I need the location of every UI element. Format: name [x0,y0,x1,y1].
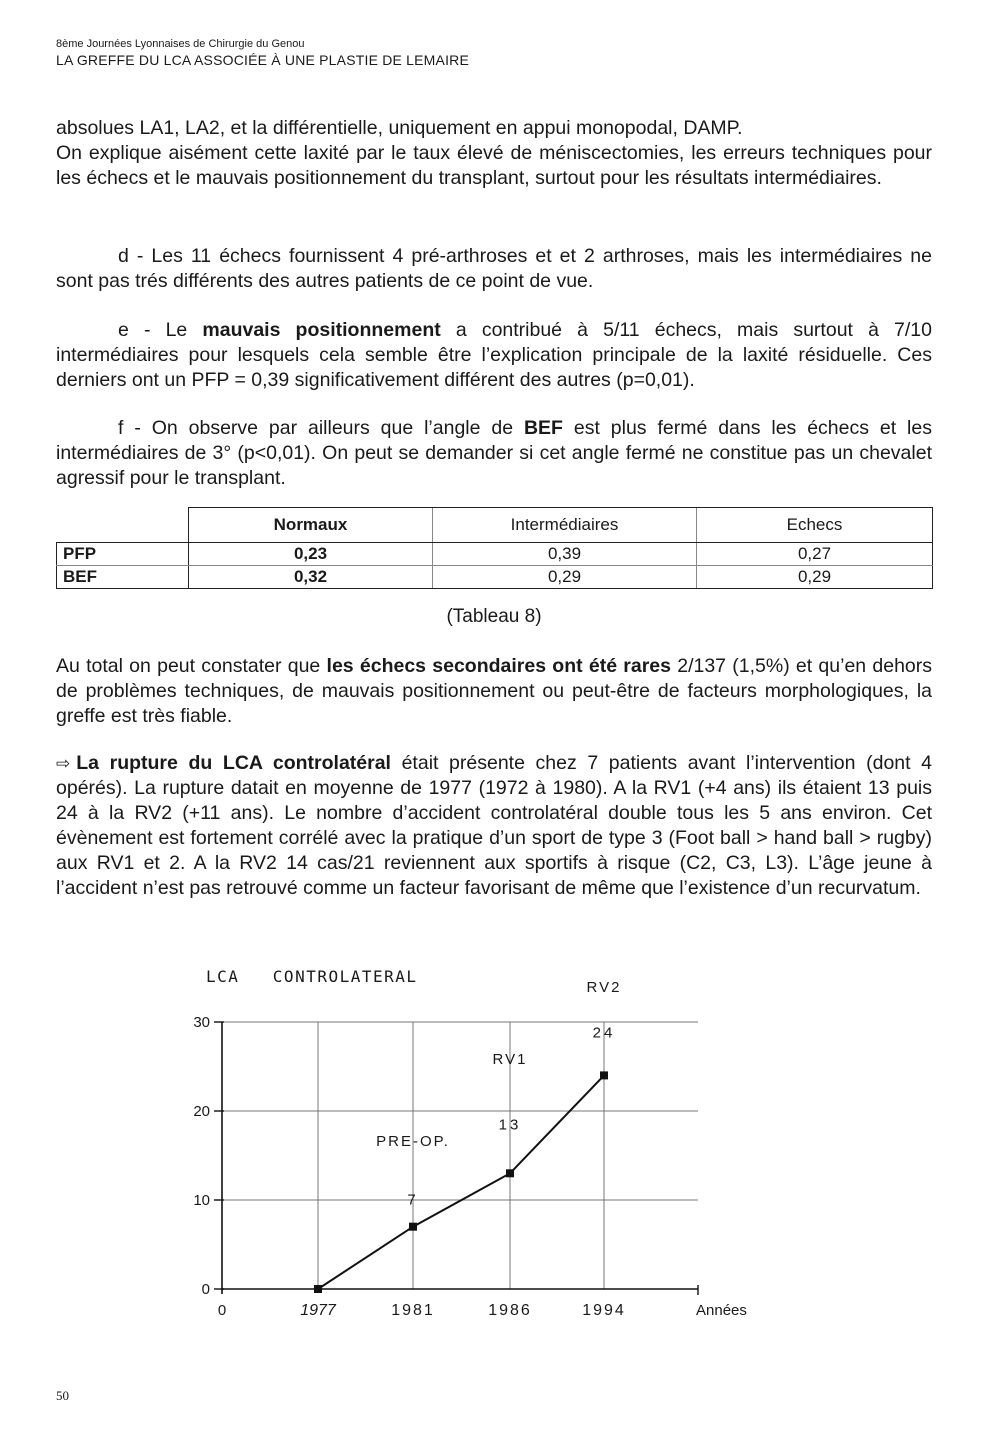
table-cell: 0,29 [433,566,697,589]
table-caption: (Tableau 8) [446,606,542,627]
x-origin-label: 0 [217,1302,227,1319]
data-label: 24 [592,1024,616,1042]
header-title: LA GREFFE DU LCA ASSOCIÉE À UNE PLASTIE DE LEMAIRE [56,52,470,68]
chart-gridlines-horizontal [222,1022,698,1200]
table-header-normaux: Normaux [189,508,433,543]
x-tick-label: 1986 [488,1302,532,1319]
table-corner [57,508,189,543]
table-row [57,566,933,589]
paragraph-f-pre: f - On observe par ailleurs que l’angle de [118,417,524,439]
paragraph-laxity [56,116,932,191]
paragraph-total-bold: les échecs secondaires ont été rares [326,655,671,677]
paragraph-total [56,654,932,729]
series-line [318,1075,604,1289]
paragraph-rupture [56,751,932,901]
paragraph-f-bold: BEF [523,417,563,439]
y-tick-label: 0 [201,1281,210,1298]
chart-axes [222,1022,698,1295]
data-point-marker [409,1223,417,1231]
data-label: 7 [407,1191,419,1209]
table-cell: 0,23 [189,543,433,566]
page-number: 50 [56,1388,69,1403]
table-header-echecs: Echecs [697,508,933,543]
paragraph-f [56,416,932,491]
paragraph-rupture-bold: La rupture du LCA controlatéral [76,752,391,774]
annotation-label: PRE-OP. [376,1133,450,1150]
chart-series [314,1024,615,1293]
arrow-icon: ⇨ [56,754,71,773]
chart-y-ticks [193,1014,224,1298]
paragraph-e-pre: e - Le [118,319,203,341]
contralateral-acl-chart [0,950,1000,1330]
paragraph-laxity-line1: absolues LA1, LA2, et la différentielle, uniquement en appui monopodal, DAMP. [56,117,743,139]
y-tick-label: 30 [193,1014,210,1031]
chart-x-ticks [218,1302,747,1319]
running-header [56,38,469,69]
table-cell: 0,29 [697,566,933,589]
table-cell: 0,39 [433,543,697,566]
table-header-intermediaires: Intermédiaires [433,508,697,543]
y-tick-label: 10 [193,1192,210,1209]
header-conference: 8ème Journées Lyonnaises de Chirurgie du Genou [56,38,305,50]
results-table [56,507,933,589]
x-axis-label: Années [696,1302,747,1319]
paragraph-total-pre: Au total on peut constater que [56,655,327,677]
data-point-marker [314,1285,322,1293]
y-tick-label: 20 [193,1103,210,1120]
annotation-label: RV2 [586,979,622,996]
paragraph-e-post: a contribué à 5/11 échecs, mais surtout à 7/10 intermédiaires pour lesquels cela semble être l’explication principale de la laxité résiduelle. Ces derniers ont un PFP = 0,39 significativement différent des autres (p=0,01). [56,319,932,391]
paragraph-laxity-rest: On explique aisément cette laxité par le taux élevé de méniscectomies, les erreurs techniques pour les échecs et le mauvais positionnement du transplant, surtout pour les résultats intermédiaires. [56,142,932,189]
table-cell: 0,27 [697,543,933,566]
data-label: 13 [498,1116,522,1134]
chart-gridlines-vertical [318,1022,604,1289]
paragraph-e [56,318,932,393]
paragraph-rupture-post: était présente chez 7 patients avant l’intervention (dont 4 opérés). La rupture datait en moyenne de 1977 (1972 à 1980). A la RV1 (+4 ans) ils étaient 13 puis 24 à la RV2 (+11 ans). Le nombre d’accident controlatéral double tous les 5 ans environ. Cet évènement est fortement corrélé avec la pratique d’un sport de type 3 (Foot ball > hand ball > rugby) aux RV1 et 2. A la RV2 14 cas/21 reviennent aux sportifs à risque (C2, C3, L3). L’âge jeune à l’accident n’est pas retrouvé comme un facteur favorisant de même que l’existence d’un recurvatum. [56,752,933,899]
paragraph-total-post: 2/137 (1,5%) et qu’en dehors de problèmes techniques, de mauvais positionnement ou peut-être de facteurs morphologiques, la greffe est très fiable. [56,655,932,727]
table-header-row [57,508,933,543]
paragraph-e-bold: mauvais positionnement [202,319,441,341]
annotation-label: RV1 [492,1051,528,1068]
x-tick-label: 1977 [300,1302,336,1319]
x-tick-label: 1994 [582,1302,626,1319]
data-point-marker [600,1071,608,1079]
x-tick-label: 1981 [391,1302,435,1319]
table-8 [56,507,932,589]
paragraph-d-text: d - Les 11 échecs fournissent 4 pré-arthroses et et 2 arthroses, mais les intermédiaires ne sont pas trés différents des autres patients de ce point de vue. [56,245,932,292]
paragraph-d [56,244,932,294]
table-row-label-bef: BEF [57,566,189,589]
table-row [57,543,933,566]
table-cell: 0,32 [189,566,433,589]
table-row-label-pfp: PFP [57,543,189,566]
data-point-marker [506,1169,514,1177]
paragraph-f-post: est plus fermé dans les échecs et les intermédiaires de 3° (p<0,01). On peut se demander si cet angle fermé ne constitue pas un chevalet agressif pour le transplant. [56,417,932,489]
chart-title: LCA CONTROLATERAL [206,967,418,986]
